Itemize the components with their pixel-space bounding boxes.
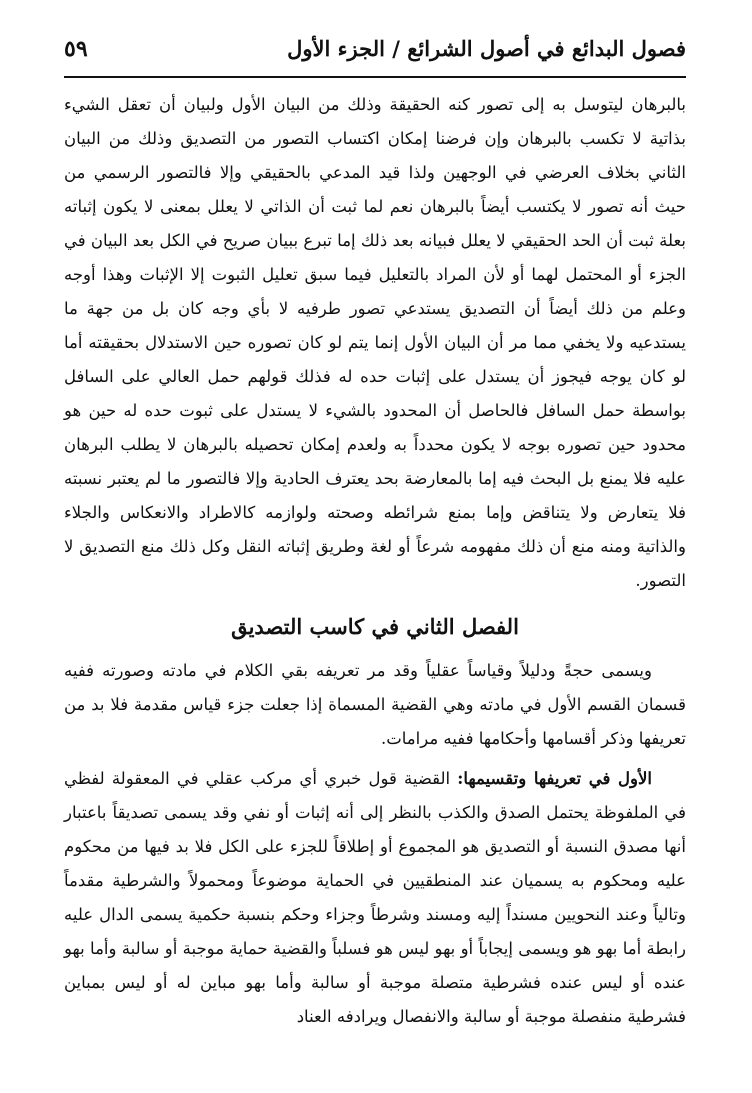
page-header [64, 28, 686, 68]
page-body [64, 88, 686, 1034]
section-title: الفصل الثاني في كاسب التصديق [231, 614, 519, 639]
page-number: ٥٩ [64, 36, 88, 62]
paragraph-text: القضية قول خبري أي مركب عقلي في المعقولة لفظي في الملفوظة يحتمل الصدق والكذب بالنظر إلى أنه إثبات أو نفي وقد يسمى تصديقاً باعتبار أنها مصدق النسبة أو التصديق هو المجموع أو إطلاقاً للجزء على الكل فلا بد فيها من محكوم عليه ومحكوم به يسميان عند المنطقيين في الحماية موضوعاً ومحمولاً والشرطية مقدماً وتالياً وعند النحويين مسنداً إليه ومسند وشرطاً وجزاء وحكم بنسبة حكمية يسمى الدال عليه رابطة أما بهو هو ويسمى إيجاباً أو بهو ليس هو فسلباً والقضية حماية موجبة أو سالبة وأما بهو عنده أو ليس عنده فشرطية متصلة موجبة أو سالبة وأما بهو مباين له أو ليس بمباين فشرطية منفصلة موجبة أو سالبة والانفصال ويرادفه العناد [64, 769, 686, 1026]
header-rule [64, 76, 686, 78]
body-paragraph: بالبرهان ليتوسل به إلى تصور كنه الحقيقة وذلك من البيان الأول ولبيان أن تعقل الشيء بذاتية لا تكسب بالبرهان وإن فرضنا إمكان اكتساب التصور من التصديق وذلك من البيان الثاني بخلاف العرضي في الوجهين ولذا قيد المدعي بالحقيقي وإلا فالتصور الرسمي من حيث أنه تصور لا يكتسب أيضاً بالبرهان نعم لما ثبت أن الذاتي لا يعلل بمعنى لا يكون إثباته بعلة ثبت أن الحد الحقيقي لا يعلل فبيانه بعد ذلك إما تبرع ببيان صريح في الكل بعد البيان في الجزء أو المحتمل لهما أو لأن المراد بالتعليل فيما سبق تعليل الثبوت إلا الإثبات وهذا أوجه وعلم من ذلك أيضاً أن التصديق يستدعي تصور طرفيه لا بأي وجه كان بل من جهة ما يستدعيه ولا يخفي مما مر أن البيان الأول إنما يتم لو كان تصوره حين الاستدلال بحقيقته أما لو كان يوجه فيجوز أن يستدل على إثبات حده له فذلك قولهم حمل العالي على السافل بواسطة حمل السافل فالحاصل أن المحدود بالشيء لا يستدل على ثبوت حده له حين هو محدود حين تصوره بوجه لا يكون محدداً به ولعدم إمكان تحصيله بالبرهان لا يطلب البرهان عليه فلا يمنع بل البحث فيه إما بالمعارضة بحد يعترف الحادية وإلا فالتصور ما لم يعتبر نسبته فلا يتعارض ولا يتناقض وإما بمنع شرائطه وصحته ولوازمه كالاطراد والانعكاس والجلاء والذاتية ومنه منع أن ذلك مفهومه شرعاً أو لغة وطريق إثباته النقل وكل ذلك منع التصديق لا التصور. [64, 95, 686, 590]
running-head: فصول البدائع في أصول الشرائع / الجزء الأول [287, 36, 686, 61]
body-paragraph [64, 762, 686, 1034]
body-paragraph: ويسمى حجةً ودليلاً وقياساً عقلياً وقد مر تعريفه بقي الكلام في مادته وصورته ففيه قسمان القسم الأول في مادته وهي القضية المسماة إذا جعلت جزء قياس مقدمة فلا بد من تعريفها وذكر أقسامها وأحكامها ففيه مرامات. [64, 661, 686, 748]
paragraph-lead: الأول في تعريفها وتقسيمها: [457, 769, 652, 788]
